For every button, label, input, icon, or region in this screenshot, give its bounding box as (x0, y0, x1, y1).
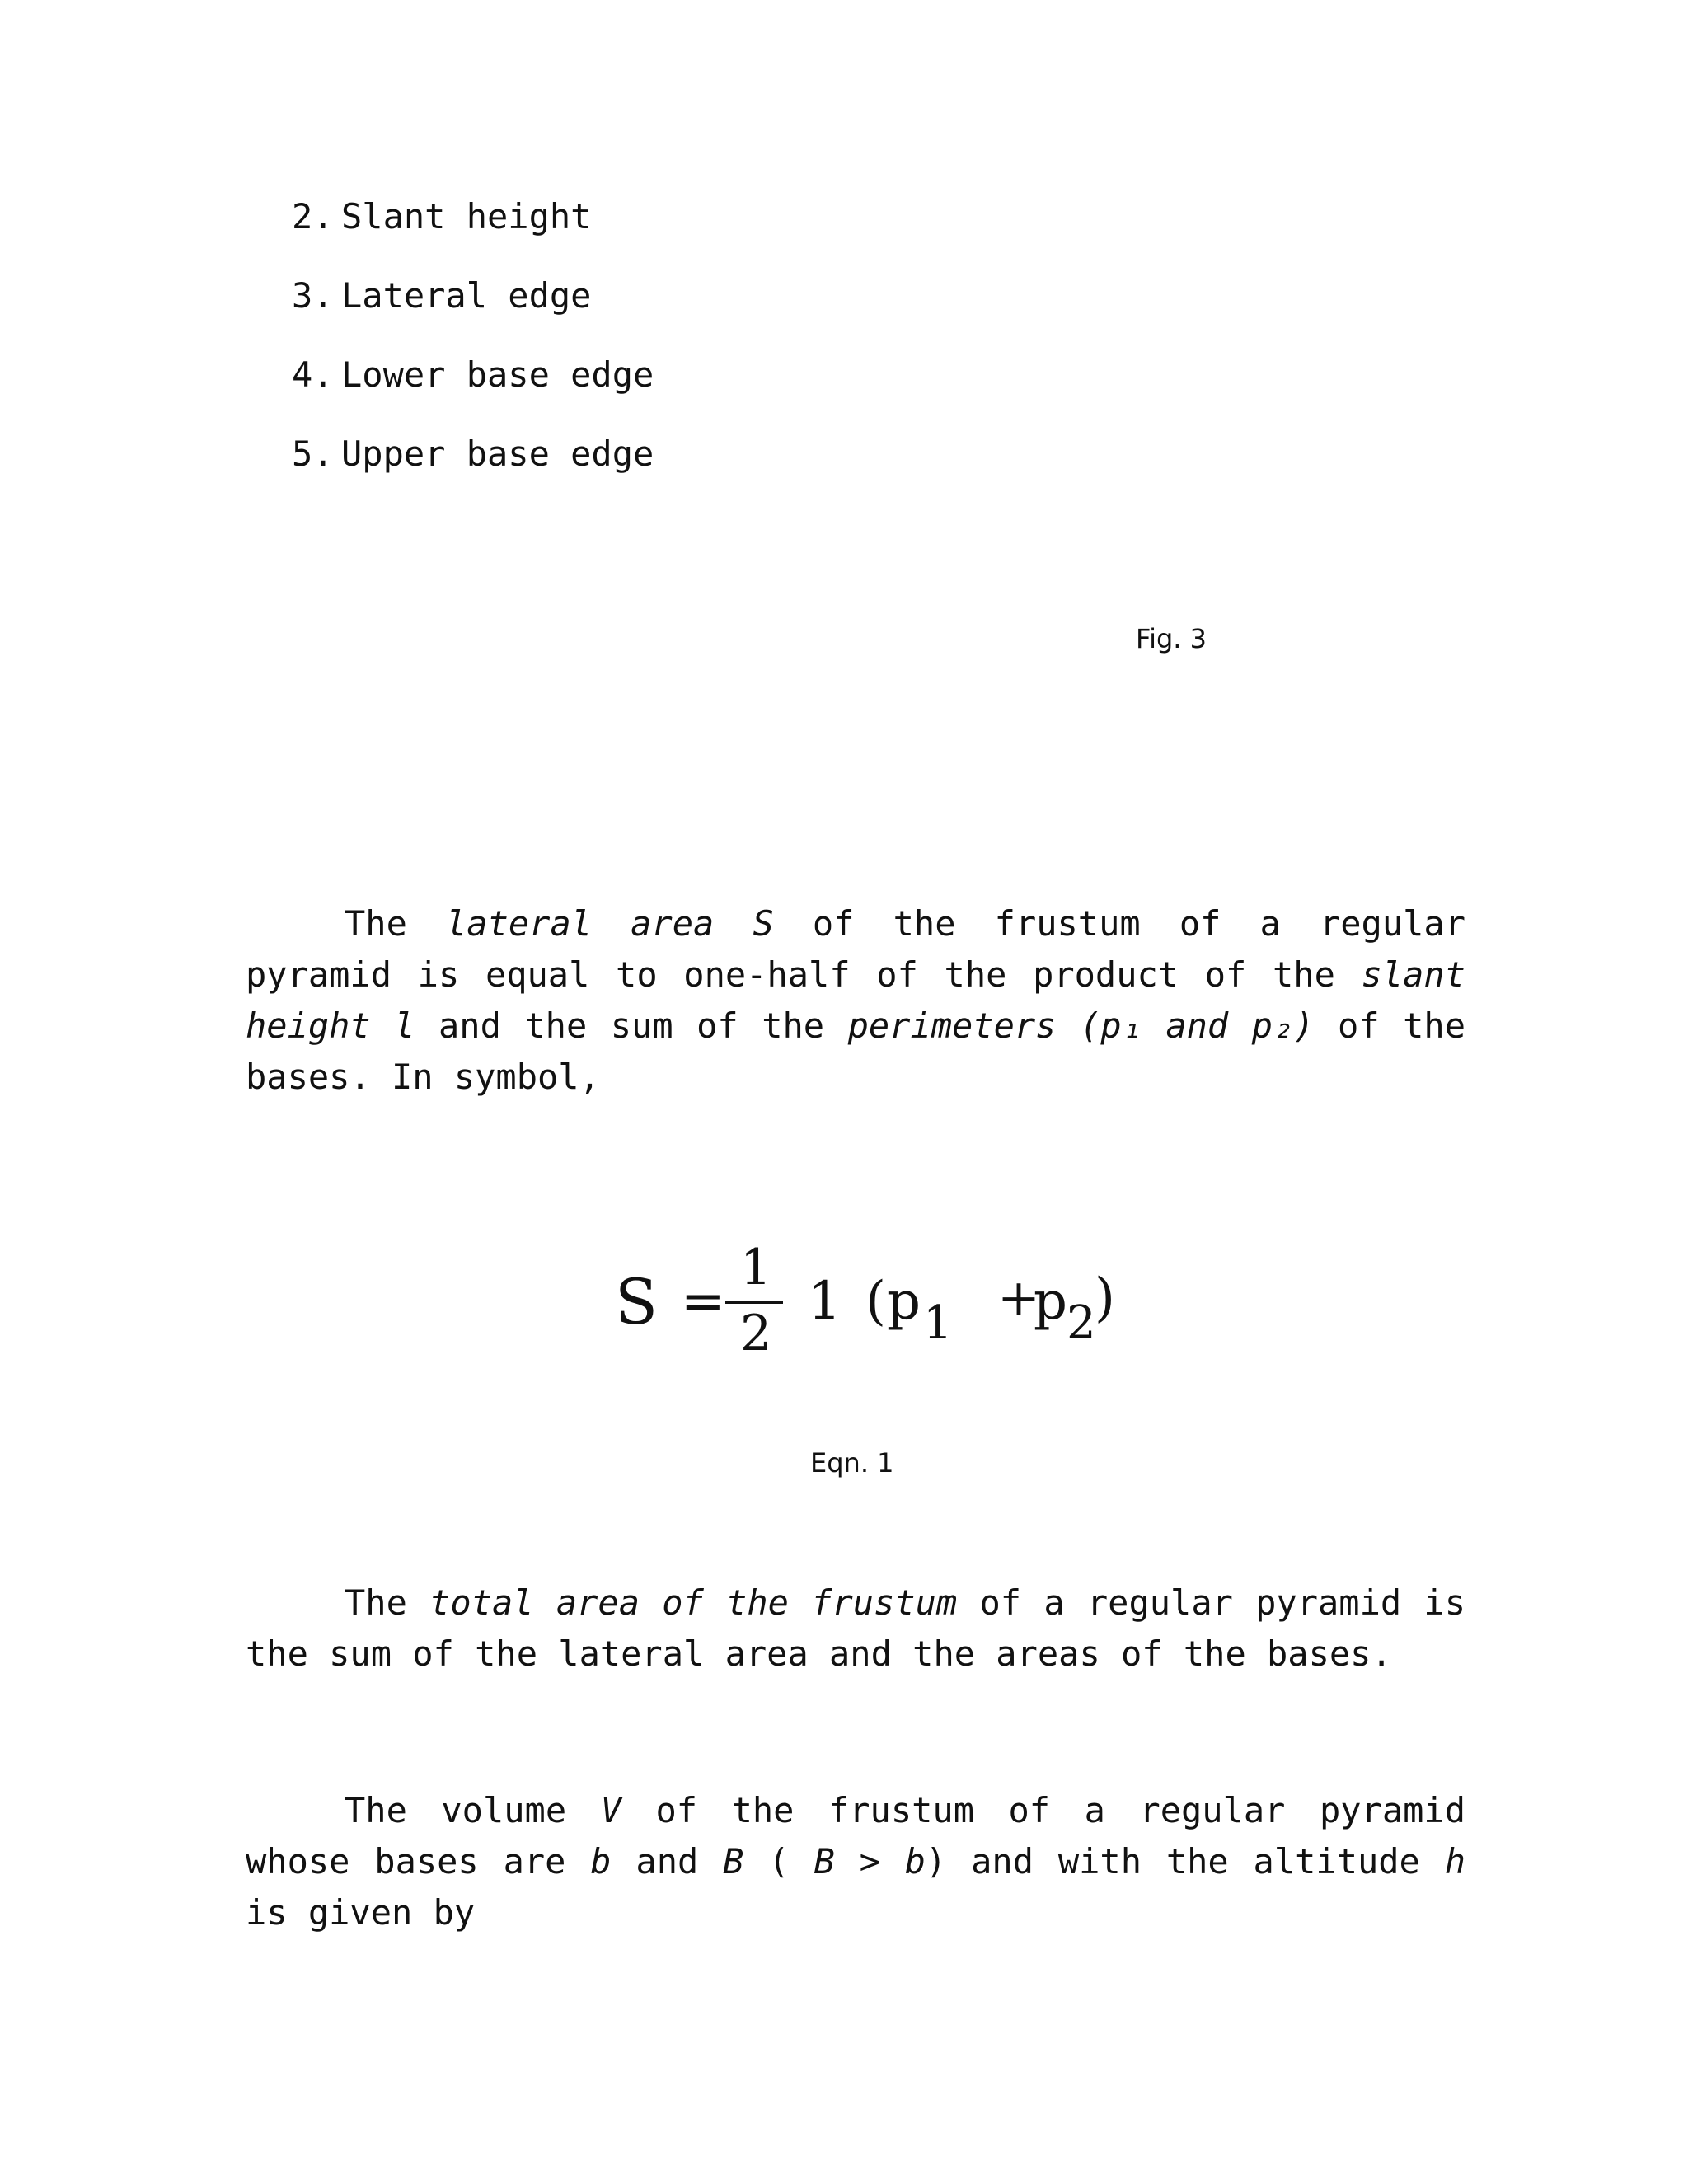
paragraph-text: and (611, 1841, 724, 1882)
equation-close-paren: ) (1095, 1268, 1115, 1329)
equation-p1-letter: p (887, 1271, 921, 1332)
lateral-area-equation (610, 1226, 1137, 1375)
equation-slant-height: 1 (808, 1271, 842, 1332)
paragraph-emphasis: B (723, 1841, 744, 1882)
paragraph-text: and the sum of the (415, 1005, 848, 1046)
paragraph-emphasis: total area of the frustum (429, 1582, 958, 1623)
paragraph-text: of the frustum of a regular pyramid is equal to one-half of the product of the (246, 903, 1465, 995)
list-item (292, 431, 654, 510)
equation-lhs: S (615, 1265, 659, 1338)
paragraph-emphasis: h (1444, 1841, 1465, 1882)
paragraph-text: of a regular pyramid is the sum of the lateral area and the areas of the bases. (246, 1582, 1466, 1674)
paragraph-emphasis: B > b (814, 1841, 926, 1882)
list-item-label: Upper base edge (341, 434, 654, 474)
paragraph-text: ( (743, 1841, 814, 1882)
frustum-parts-list (292, 194, 654, 510)
paragraph-emphasis: V (600, 1790, 621, 1830)
paragraph-text: ) and with the altitude (926, 1841, 1445, 1882)
paragraph-text: is given by (246, 1892, 476, 1933)
paragraph-text: The (345, 903, 447, 944)
paragraph-emphasis: b (590, 1841, 612, 1882)
list-item-number: 5. (292, 434, 334, 474)
equation-p2-subscript: 2 (1067, 1296, 1096, 1350)
figure-caption: Fig. 3 (1136, 623, 1207, 654)
list-item (292, 352, 654, 431)
lateral-area-paragraph (246, 898, 1465, 1103)
equation-equals: = (681, 1271, 725, 1332)
list-item-number: 2. (292, 196, 334, 237)
volume-paragraph (246, 1785, 1465, 1938)
equation-plus: + (997, 1268, 1040, 1328)
equation-caption: Eqn. 1 (810, 1447, 894, 1479)
list-item (292, 194, 654, 273)
list-item-number: 4. (292, 354, 334, 395)
paragraph-text: of the bases. In symbol, (246, 1005, 1465, 1097)
equation-p1-subscript: 1 (923, 1296, 953, 1350)
paragraph-emphasis: slant height l (246, 954, 1465, 1046)
list-item-label: Lower base edge (341, 354, 654, 395)
paragraph-emphasis: lateral area S (446, 903, 774, 944)
list-item-number: 3. (292, 275, 334, 316)
equation-open-paren: ( (865, 1271, 886, 1332)
paragraph-text: The (345, 1582, 430, 1623)
total-area-paragraph (246, 1577, 1465, 1680)
paragraph-text: of the frustum of a regular pyramid whose bases are (246, 1790, 1465, 1882)
equation-graphic (610, 1226, 1137, 1375)
equation-numerator: 1 (740, 1239, 772, 1296)
list-item-label: Lateral edge (341, 275, 592, 316)
paragraph-text: The volume (345, 1790, 601, 1830)
equation-p2-letter: p (1034, 1271, 1067, 1332)
list-item (292, 273, 654, 352)
paragraph-emphasis: perimeters (p₁ and p₂) (847, 1005, 1315, 1046)
list-item-label: Slant height (341, 196, 592, 237)
equation-denominator: 2 (740, 1305, 772, 1362)
